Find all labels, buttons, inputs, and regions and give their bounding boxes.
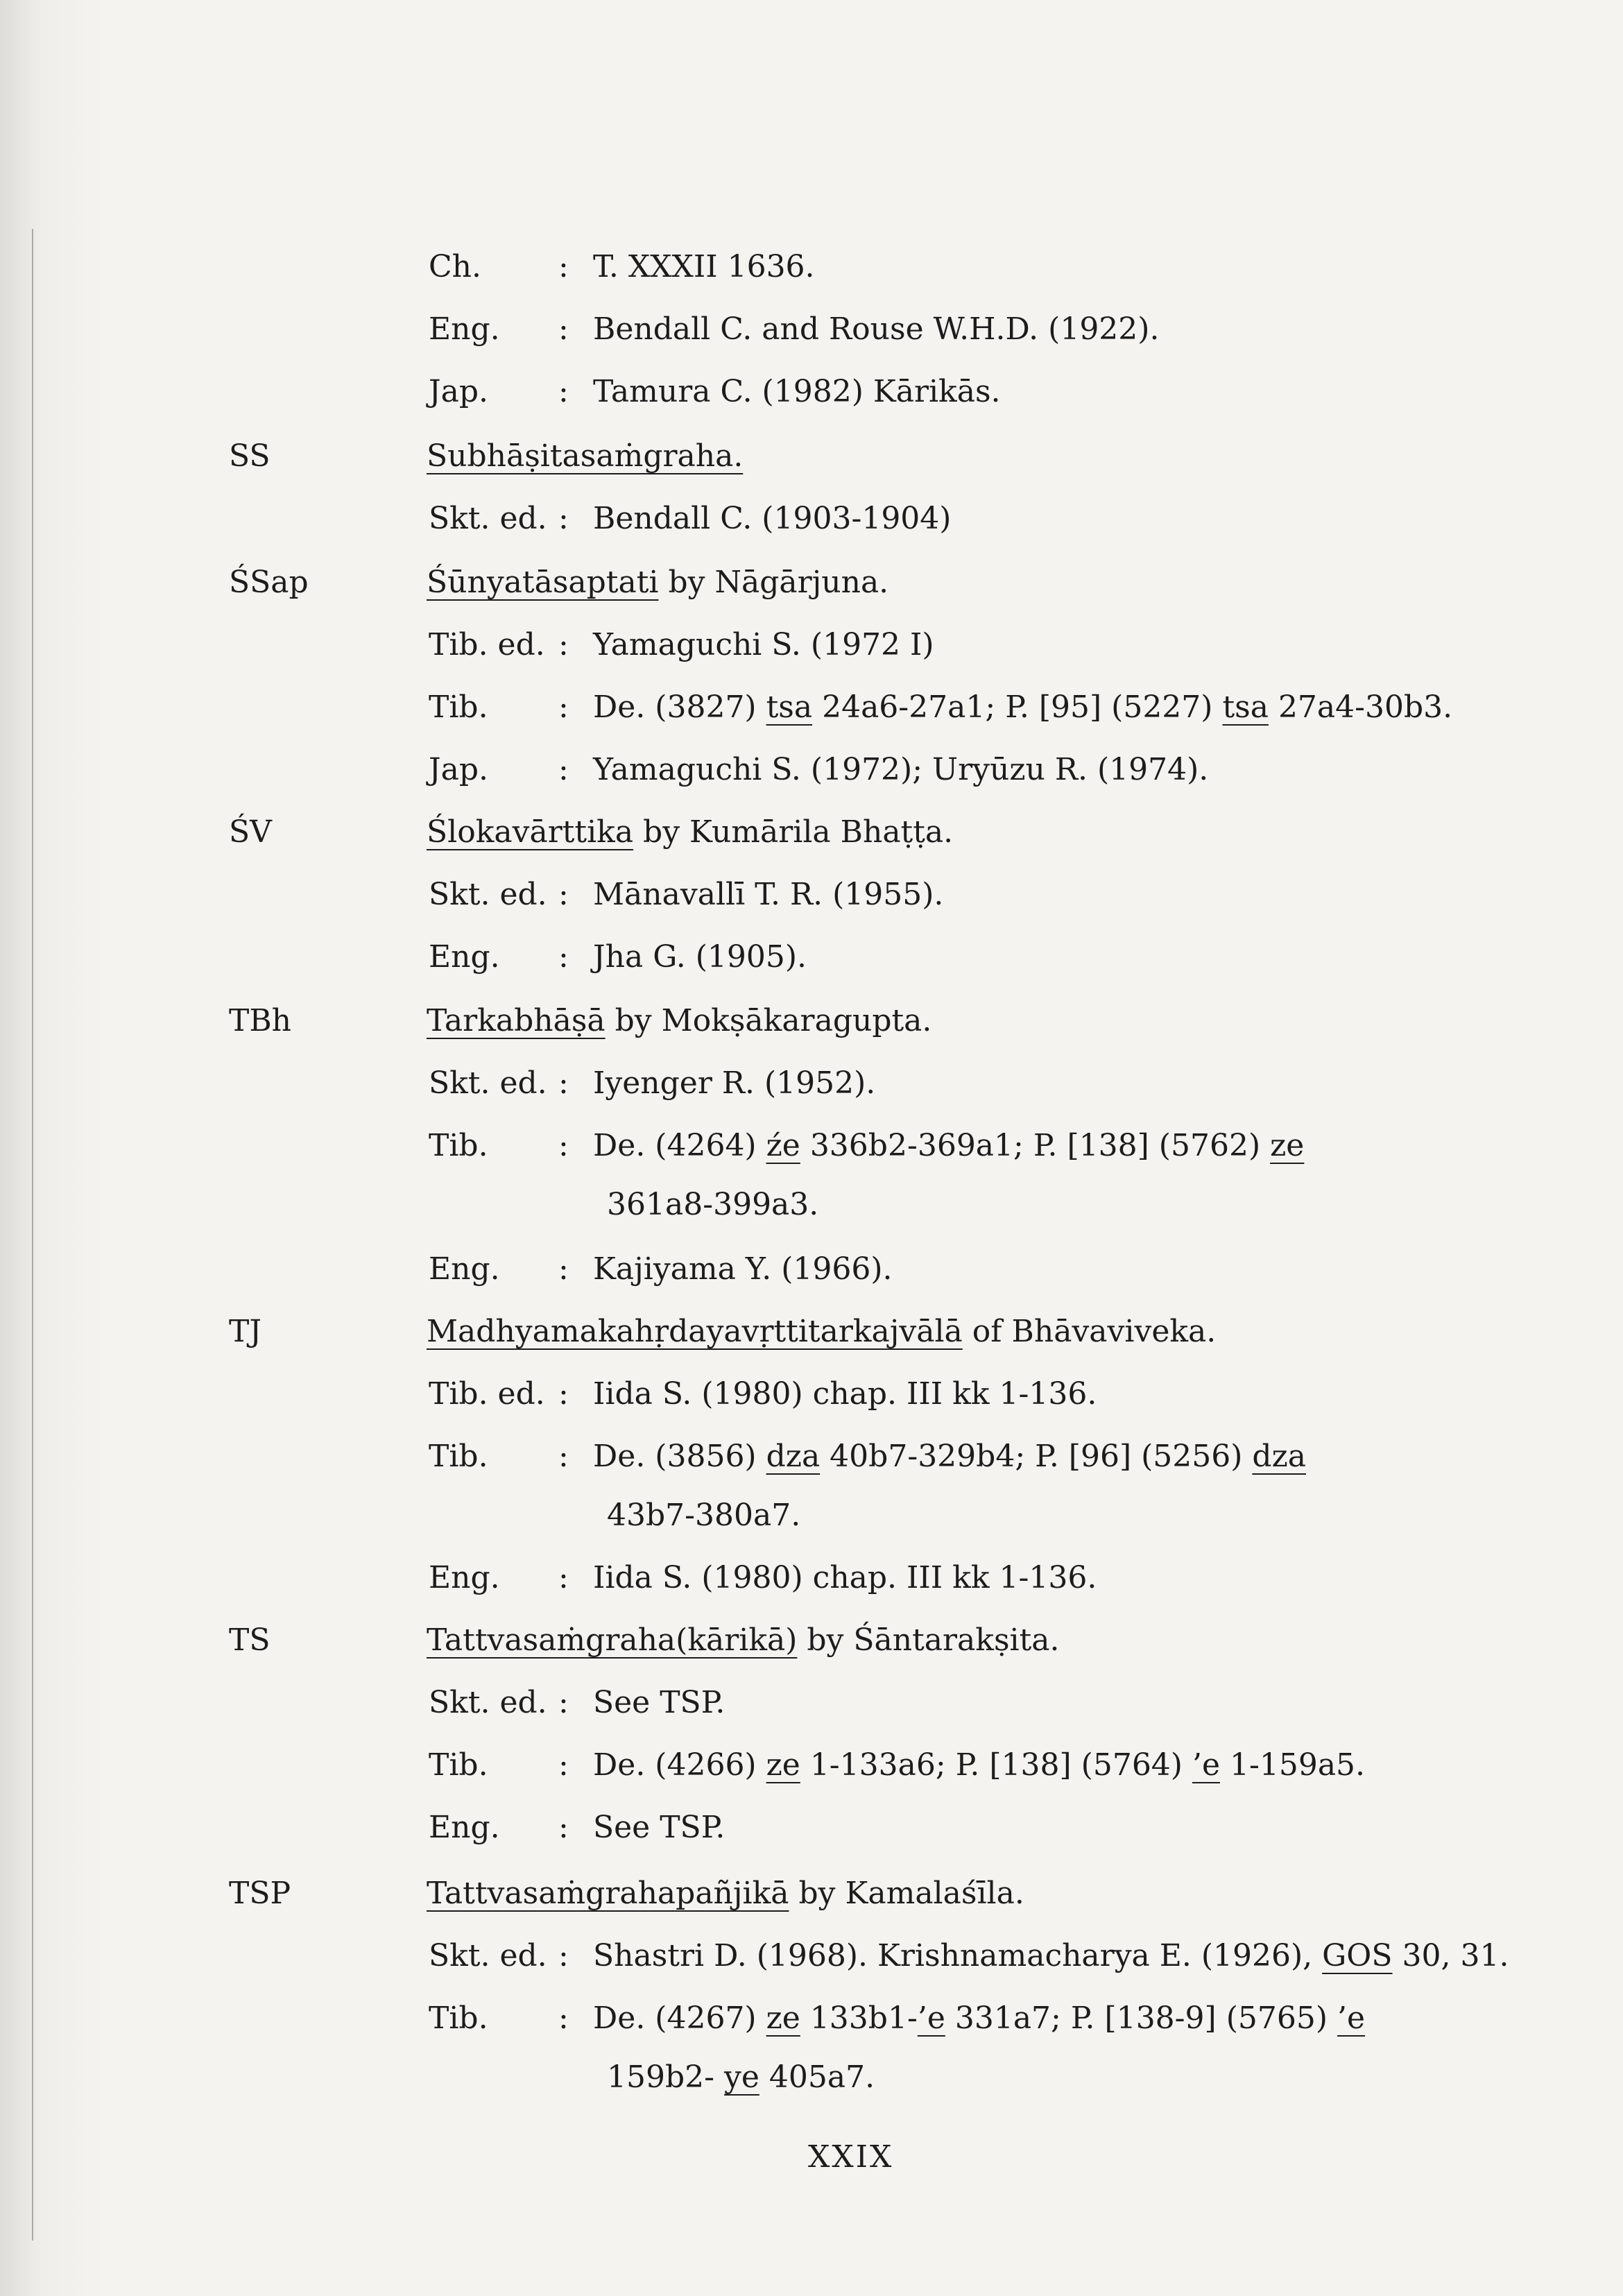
entry-title-suffix: of Bhāvaviveka. (962, 1314, 1217, 1349)
page-number: XXIX (808, 2139, 894, 2175)
colon: : (558, 1065, 569, 1101)
colon: : (558, 1810, 569, 1845)
detail-label: Skt. ed. (429, 501, 547, 536)
detail-label: Ch. (429, 249, 481, 284)
entry-title: Tattvasaṁgrahapañjikā (427, 1876, 789, 1911)
entry-title: Ślokavārttika (427, 814, 634, 850)
entry-title: Madhyamakahṛdayavṛttitarkajvālā (427, 1314, 963, 1349)
detail-label: Eng. (429, 1251, 500, 1287)
volume-siglum: ’e (1192, 1747, 1220, 1783)
detail-label: Skt. ed. (429, 1938, 547, 1973)
detail-label: Tib. ed. (429, 1376, 545, 1412)
colon: : (558, 311, 569, 347)
detail-value: See TSP. (593, 1810, 725, 1845)
ref-text: 1-133a6; P. [138] (5764) (800, 1747, 1192, 1783)
detail-value: Iyenger R. (1952). (593, 1065, 876, 1101)
entry-title: Subhāṣitasaṁgraha. (427, 438, 744, 474)
colon: : (558, 1747, 569, 1783)
volume-siglum: ze (766, 1747, 800, 1783)
ref-text: 405a7. (759, 2059, 875, 2095)
entry-title: Śūnyatāsaptati (427, 565, 659, 600)
entry-title-suffix: by Mokṣākaragupta. (605, 1003, 932, 1038)
detail-label: Tib. (429, 1439, 488, 1474)
entry-title-suffix: by Kamalaśīla. (789, 1876, 1024, 1911)
colon: : (558, 627, 569, 662)
detail-label: Skt. ed. (429, 877, 547, 912)
detail-value: Bendall C. and Rouse W.H.D. (1922). (593, 311, 1160, 347)
ref-text: De. (4267) (593, 2001, 766, 2036)
detail-value: Tamura C. (1982) Kārikās. (593, 374, 1001, 409)
volume-siglum: źe (766, 1128, 800, 1163)
ref-text: 336b2-369a1; P. [138] (5762) (800, 1128, 1271, 1163)
colon: : (558, 374, 569, 409)
colon: : (558, 877, 569, 912)
ref-text: De. (3856) (593, 1439, 766, 1474)
colon: : (558, 1439, 569, 1474)
detail-value-continuation (607, 2057, 875, 2098)
colon: : (558, 2001, 569, 2036)
detail-value (593, 1998, 1365, 2039)
volume-siglum: ze (1270, 1128, 1305, 1163)
volume-siglum: tsa (766, 689, 813, 725)
entry-abbreviation: ŚSap (229, 565, 309, 600)
detail-value: Bendall C. (1903-1904) (593, 501, 952, 536)
entry-title-suffix: by Śāntarakṣita. (797, 1622, 1060, 1658)
volume-siglum: tsa (1222, 689, 1269, 725)
ref-text: 24a6-27a1; P. [95] (5227) (812, 689, 1223, 725)
colon: : (558, 1128, 569, 1163)
ref-text: De. (4266) (593, 1747, 766, 1783)
detail-value: Yamaguchi S. (1972); Uryūzu R. (1974). (593, 752, 1209, 787)
detail-label: Jap. (429, 374, 489, 409)
volume-siglum: ye (724, 2059, 759, 2095)
series-siglum: GOS (1322, 1938, 1393, 1973)
detail-label: Tib. (429, 1747, 488, 1783)
entry-title-suffix: by Kumārila Bhaṭṭa. (633, 814, 954, 850)
detail-label: Tib. (429, 689, 488, 725)
ref-text: 133b1- (800, 2001, 918, 2036)
ref-text: 30, 31. (1392, 1938, 1509, 1973)
volume-siglum: ze (766, 2001, 800, 2036)
detail-value: Jha G. (1905). (593, 939, 807, 975)
entry-title: Tarkabhāṣā (427, 1003, 606, 1038)
detail-value: Iida S. (1980) chap. III kk 1-136. (593, 1376, 1097, 1412)
colon: : (558, 1376, 569, 1412)
ref-text: De. (4264) (593, 1128, 766, 1163)
entry-abbreviation: TSP (229, 1876, 291, 1911)
detail-value (593, 1745, 1365, 1786)
entry-abbreviation: TBh (229, 1003, 292, 1038)
colon: : (558, 1251, 569, 1287)
detail-label: Tib. (429, 2001, 488, 2036)
detail-value-continuation: 43b7-380a7. (607, 1498, 801, 1533)
volume-siglum: dza (766, 1439, 821, 1474)
ref-text: 27a4-30b3. (1268, 689, 1453, 725)
detail-label: Skt. ed. (429, 1685, 547, 1720)
colon: : (558, 1560, 569, 1595)
detail-value: See TSP. (593, 1685, 725, 1720)
detail-value (593, 1436, 1306, 1477)
ref-text: Shastri D. (1968). Krishnamacharya E. (1926), (593, 1938, 1323, 1973)
colon: : (558, 752, 569, 787)
detail-label: Tib. ed. (429, 627, 545, 662)
detail-value: Yamaguchi S. (1972 I) (593, 627, 934, 662)
colon: : (558, 689, 569, 725)
entry-abbreviation: TS (229, 1622, 270, 1658)
colon: : (558, 1938, 569, 1973)
detail-label: Skt. ed. (429, 1065, 547, 1101)
colon: : (558, 249, 569, 284)
colon: : (558, 939, 569, 975)
detail-value: Mānavallī T. R. (1955). (593, 877, 944, 912)
entry-title: Tattvasaṁgraha(kārikā) (427, 1622, 798, 1658)
entry-title-suffix: by Nāgārjuna. (658, 565, 889, 600)
ref-text: De. (3827) (593, 689, 766, 725)
ref-text: 40b7-329b4; P. [96] (5256) (820, 1439, 1253, 1474)
detail-value: Kajiyama Y. (1966). (593, 1251, 893, 1287)
detail-label: Eng. (429, 939, 500, 975)
detail-label: Eng. (429, 1560, 500, 1595)
detail-value (593, 1125, 1304, 1167)
entry-abbreviation: ŚV (229, 814, 272, 850)
detail-value (593, 687, 1452, 728)
entry-abbreviation: SS (229, 438, 270, 474)
volume-siglum: ’e (917, 2001, 945, 2036)
detail-value: T. XXXII 1636. (593, 249, 815, 284)
detail-label: Tib. (429, 1128, 488, 1163)
detail-value-continuation: 361a8-399a3. (607, 1187, 819, 1222)
detail-label: Jap. (429, 752, 489, 787)
detail-value: Iida S. (1980) chap. III kk 1-136. (593, 1560, 1097, 1595)
volume-siglum: dza (1252, 1439, 1306, 1474)
volume-siglum: ’e (1337, 2001, 1366, 2036)
detail-label: Eng. (429, 311, 500, 347)
ref-text: 1-159a5. (1219, 1747, 1366, 1783)
detail-label: Eng. (429, 1810, 500, 1845)
colon: : (558, 501, 569, 536)
ref-text: 331a7; P. [138-9] (5765) (945, 2001, 1337, 2036)
detail-value (593, 1935, 1509, 1977)
entry-abbreviation: TJ (229, 1314, 261, 1349)
ref-text: 159b2- (607, 2059, 724, 2095)
colon: : (558, 1685, 569, 1720)
